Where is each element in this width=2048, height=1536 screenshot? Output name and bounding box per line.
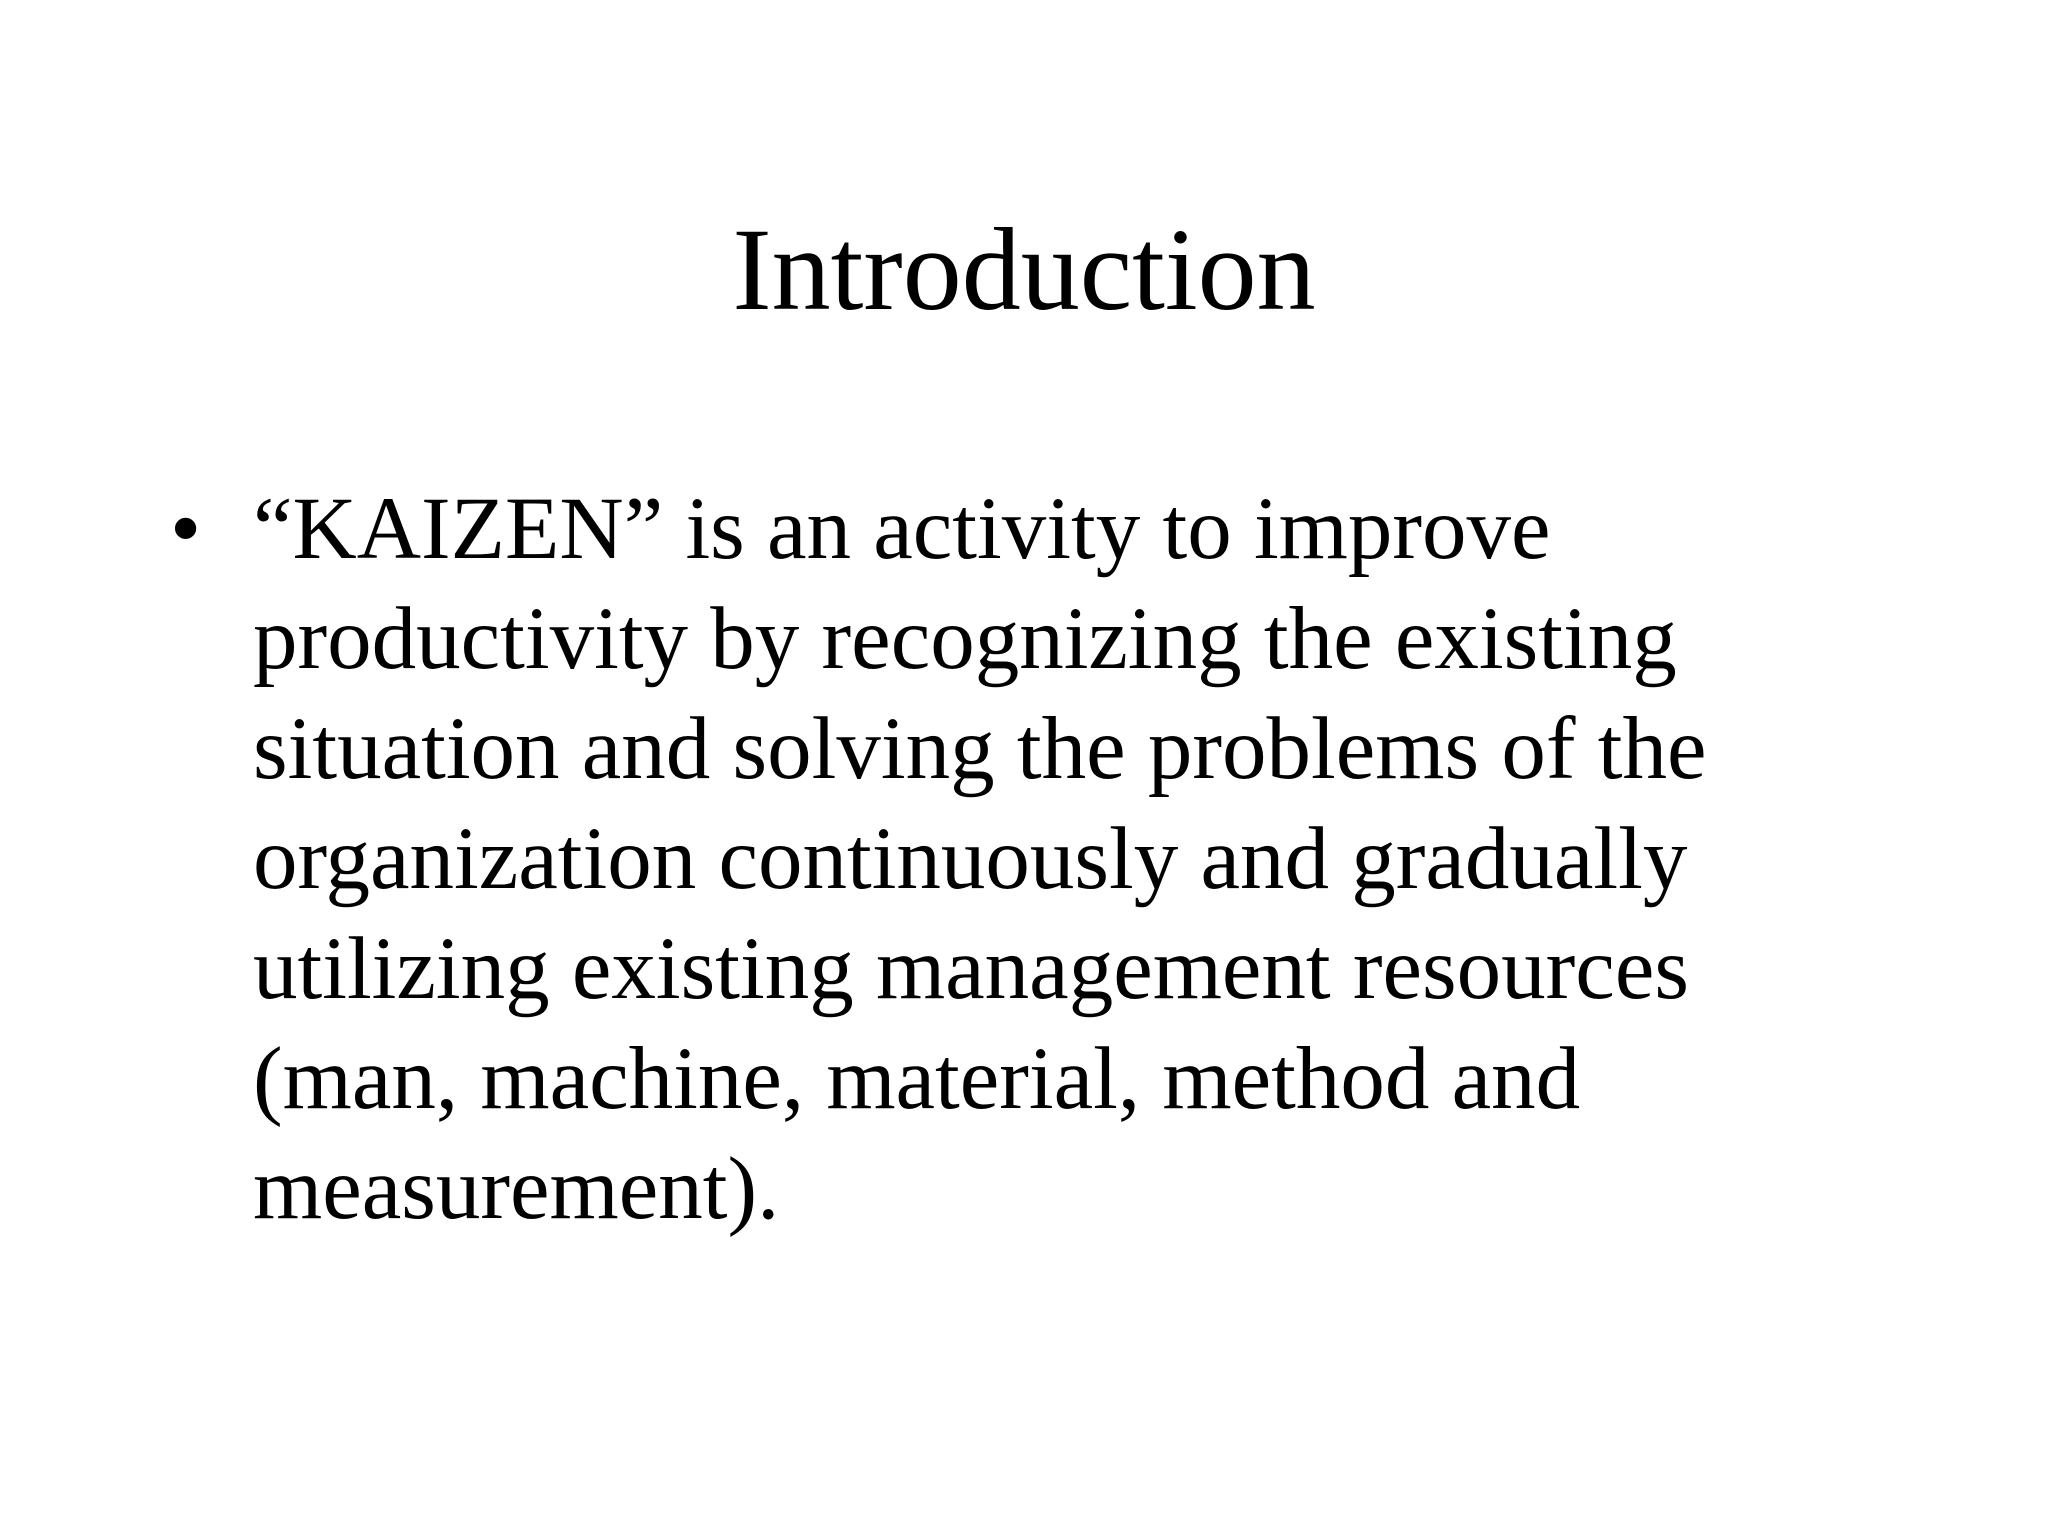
bullet-text-line-1: “KAIZEN” is an activity to improve bbox=[253, 480, 1551, 578]
bullet-text-line-5: utilizing existing management resources bbox=[253, 920, 1689, 1018]
bullet-list bbox=[170, 474, 1820, 1244]
slide-title: Introduction bbox=[732, 204, 1316, 335]
bullet-text-line-4: organization continuously and gradually bbox=[253, 810, 1688, 908]
bullet-text-line-6: (man, machine, material, method and bbox=[253, 1030, 1581, 1128]
bullet-dot-icon: • bbox=[170, 480, 202, 578]
bullet-text-line-3: situation and solving the problems of the bbox=[253, 700, 1707, 798]
bullet-text-line-7: measurement). bbox=[253, 1140, 780, 1238]
bullet-text-line-2: productivity by recognizing the existing bbox=[253, 590, 1677, 688]
bullet-item bbox=[170, 474, 1820, 1244]
